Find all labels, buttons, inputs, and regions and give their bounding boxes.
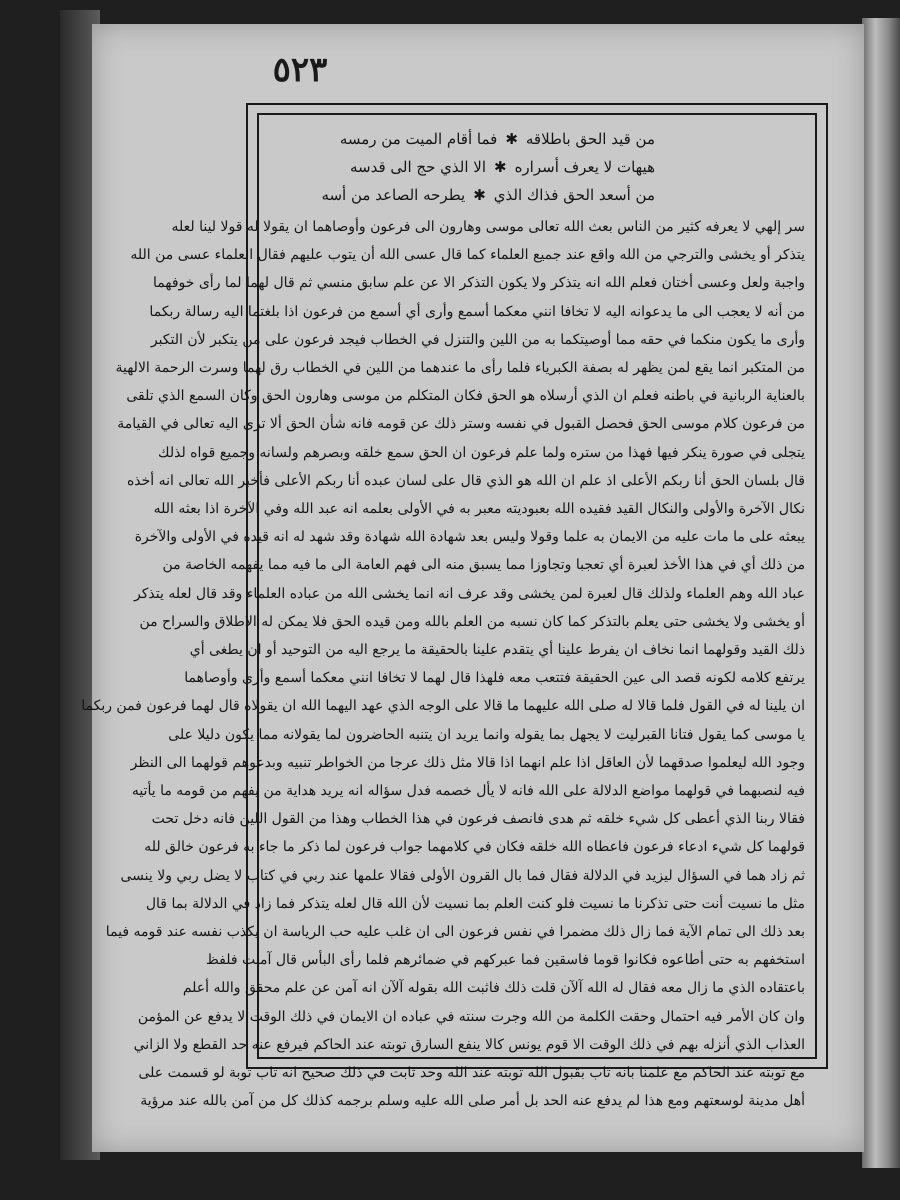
text-line: فيه لنصبهما في قولهما مواضع الدلالة على الله فانه لا يأل خصمه فدل سؤاله انه يريد هداية من يفهم من قومه ما يأتيه	[131, 783, 805, 800]
verse-hemistich-right: هيهات لا يعرف أسراره	[514, 158, 655, 176]
text-line: وأرى ما يكون منكما في حقه مما أوصيتكما به من اللين والتنزل في الخطاب فيجد فرعون على من يتكبر لأن التكبر	[150, 331, 805, 348]
page-frame-inner	[81, 113, 817, 1110]
text-line: يتذكر أو يخشى والترجي من الله واقع عند جميع العلماء كما قال عسى الله أن يتوب عليهم فقال العلماء عسى من الله	[130, 247, 805, 264]
text-line: استخفهم به حتى أطاعوه فكانوا قوما فاسقين فما عبركهم في ضمائرهم فلما رأى البأس قال آمنت فلفظ	[205, 952, 805, 969]
text-line: ثم زاد هما في السؤال ليزيد في الدلالة فقال فما بال القرون الأولى فقالا علمها عند ربي في كتاب لا يضل ربي ولا ينسى	[120, 867, 805, 884]
verse-line	[269, 125, 655, 153]
text-line: قال بلسان الحق أنا ربكم الأعلى اذ علم ان الله هو الذي قال على لسان عبده أنا ربكم الأعلى فأخبر الله تعالى انه أخذه	[126, 472, 805, 489]
star-separator-icon: ✱	[494, 158, 507, 176]
star-separator-icon: ✱	[473, 186, 486, 204]
verse-hemistich-right: من أسعد الحق فذاك الذي	[493, 186, 655, 204]
text-line: باعتقاده الذي ما زال معه فقال له الله آلآن قلت ذلك فاثبت الله بقوله آلآن انه آمن عن علم محقق والله أعلم	[182, 980, 805, 997]
verse-hemistich-left: يطرحه الصاعد من أسه	[321, 186, 466, 204]
page-number: ٥٢٣	[272, 50, 328, 90]
text-line: أهل مدينة لوسعتهم ومع هذا لم يدفع عنه الحد بل أمر صلى الله عليه وسلم برجمه كذلك كل من آمن بالله عند مرؤية	[140, 1093, 805, 1110]
text-line: من المتكبر انما يقع لمن يظهر له بصفة الكبرياء فلما رأى ما عندهما من اللين في الخطاب رق لهما وسرت الرحمة الالهية	[115, 360, 805, 377]
text-line: مع توبته عند الحاكم مع علمنا بانه تاب بقبول الله توبته عند الله وحد ثابت في ذلك صحيح انه تاب توبة لو قسمت على	[138, 1065, 805, 1082]
text-line: يبعثه على ما مات عليه من الايمان به علما وقولا وليس بعد شهادة الله شهادة وقد شهد له انه قيده في الأولى والآخرة	[134, 529, 805, 546]
text-line: يا موسى كما يقول فتانا القبرليت لا يجهل بما يقوله وانما يريد ان يتنبه الحاضرون لما يقولانه مما يكون دليلا على	[168, 726, 805, 743]
verse-hemistich-left: الا الذي حج الى قدسه	[350, 158, 486, 176]
text-line: يرتفع كلامه لكونه قصد الى عين الحقيقة فتتعب معه فلهذا قال لهما لا تخافا انني معكما أسمع وأرى وأوصاهما	[184, 670, 805, 687]
text-line: عباد الله وهم العلماء ولذلك قال لعبرة لمن يخشى وقد عرف انه انما يخشى الله من عباده العلماء وقد قال لعله يتذكر	[134, 585, 805, 602]
text-line: سر إلهي لا يعرفه كثير من الناس بعث الله تعالى موسى وهارون الى فرعون وأوصاهما ان يقولا له قولا لينا لعله	[171, 219, 805, 235]
text-line: نكال الآخرة والأولى والنكال القيد فقيده الله بعبوديته معبر به في الأولى بعلمه انه عبد الله وفي الآخرة اذا بعثه الله	[153, 501, 805, 518]
text-line: واجبة ولعل وعسى أختان فعلم الله انه يتذكر ولا يكون التذكر الا عن علم سابق منسي ثم قال لهما لما رأى خوفهما	[153, 275, 805, 292]
verse-block	[269, 125, 805, 209]
body-text	[81, 213, 805, 1116]
text-line: فقالا ربنا الذي أعطى كل شيء خلقه ثم هدى فانصف فرعون في هذا الخطاب وهذا من القول اللين فانه دخل تحت	[151, 811, 805, 828]
text-line: وان كان الأمر فيه احتمال وحقت الكلمة من الله وجرت سنته في عباده ان الايمان في ذلك الوقت لا يدفع عن المؤمن	[137, 1008, 805, 1025]
text-line: وجود الله ليعلموا صدقهما لأن العاقل اذا علم انهما اذا قالا مثل ذلك عرجا من الخواطر تنبيه وبدعوهم قولهما الى النظر	[130, 754, 805, 771]
verse-hemistich-left: فما أقام الميت من رمسه	[339, 130, 498, 148]
verse-line	[269, 153, 655, 181]
book-page-edge	[862, 18, 900, 1168]
text-line: بالعناية الربانية في باطنه فعلم ان الذي أرسلاه هو الحق فكان المتكلم من موسى وهارون الحق وكان السمع الذي تلقى	[126, 388, 805, 405]
text-line: قولهما كل شيء ادعاء فرعون فاعطاه الله خلقه فكان في كلامهما جواب فرعون لما ذكر ما جاء به فرعون خالق لله	[144, 839, 805, 856]
text-line: أو يخشى ولا يخشى حتى يعلم بالتذكر كما كان نسبه من العلم بالله ومن قيده الحق فلا يمكن له الاطلاق والسراح من	[139, 613, 805, 630]
text-line: من فرعون كلام موسى الحق فحصل القبول في نفسه وستر ذلك عن قومه فانه شأن الحق ألا ترى اليه تعالى في القيامة	[117, 416, 805, 433]
text-line: مثل ما نسيت أنت حتى تذكرنا ما نسيت فلو كنت العلم بما نسيت لأن الله قال لعله يتذكر فما زاد في الدلالة بما قال	[145, 895, 805, 912]
text-line: يتجلى في صورة ينكر فيها فهذا من ستره ولما علم فرعون ان الحق سمع خلقه وبصرهم ولسانه وجميع قواه لذلك	[158, 444, 805, 461]
verse-hemistich-right: من قيد الحق باطلاقه	[525, 130, 655, 148]
verse-line	[269, 181, 655, 209]
text-line: ذلك القيد وقولهما انما نخاف ان يفرط علينا أي يتقدم علينا بالحقيقة ما يرجع اليه من التوحيد أو ان يطغى أي	[189, 642, 805, 659]
text-line: ان يلينا له في القول فلما قالا له صلى الله عليهما ما قالا على الوجه الذي عهد اليهما الله ان يقولاه قال لهما فرعون فمن ربكما	[81, 698, 805, 715]
text-line: من أنه لا يعجب الى ما يدعوانه اليه لا تخافا انني معكما أسمع وأرى أي أسمع من فرعون اذا بلغتما اليه رسالة ربكما	[149, 303, 805, 320]
star-separator-icon: ✱	[505, 130, 518, 148]
text-line: من ذلك أي في هذا الأخذ لعبرة أي تعجبا وتجاوزا مما يسبق منه الى فهم العامة الى ما فيه مما يفهمه الخاصة من	[162, 557, 805, 574]
text-line: بعد ذلك الى تمام الآية فما زال ذلك مضمرا في نفس فرعون الى ان غلب عليه حب الرياسة ان يكذب نفسه عند قومه فيما	[105, 924, 805, 941]
text-line: العذاب الذي أنزله بهم في ذلك الوقت الا قوم يونس كالا ينفع السارق توبته عند الحاكم فيرفع عنه حد القطع ولا الزاني	[133, 1036, 805, 1053]
